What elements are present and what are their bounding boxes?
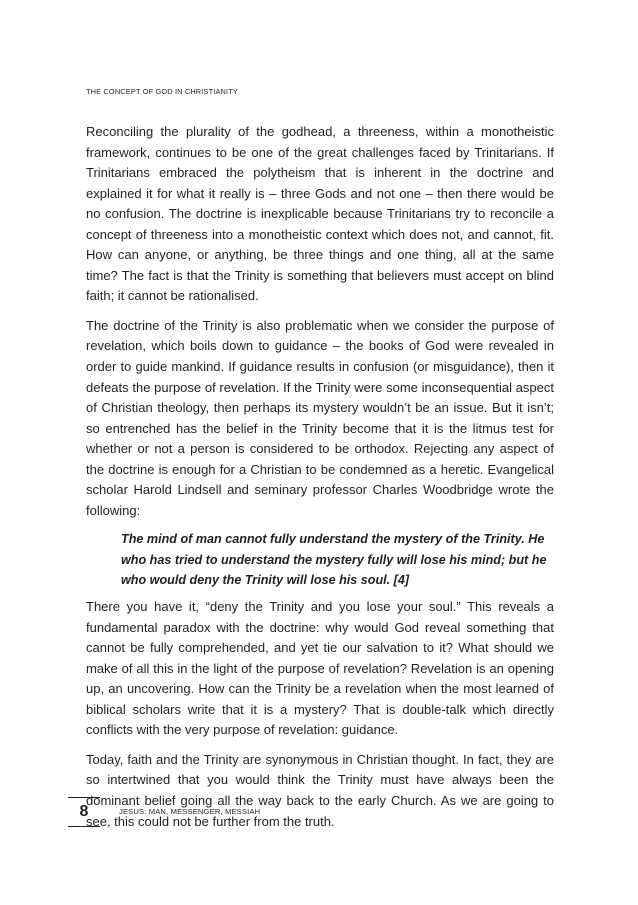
page-number: 8: [68, 797, 100, 827]
paragraph-1: Reconciling the plurality of the godhead, a threeness, within a monotheistic framework, continues to be one of the great challenges faced by Trinitarians. If Trinitarians embraced the polytheism that is inherent in the doctrine and explained it for what it really is – three Gods and not one – then there would be no confusion. The doctrine is inexplicable because Trinitarians try to reconcile a concept of threeness into a monotheistic context which does not, and cannot, fit. How can anyone, or anything, be three things and one thing, all at the same time? The fact is that the Trinity is something that believers must accept on blind faith; it cannot be rationalised.: [86, 124, 554, 304]
running-footer: JESUS: MAN, MESSENGER, MESSIAH: [119, 807, 261, 816]
running-header: THE CONCEPT OF GOD IN CHRISTIANITY: [86, 87, 238, 96]
paragraph-2: The doctrine of the Trinity is also problematic when we consider the purpose of revelation, which boils down to guidance – the books of God were revealed in order to guide mankind. If guidance results in confusion (or misguidance), then it defeats the purpose of revelation. If the Trinity were some inconsequential aspect of Christian theology, then perhaps its mystery wouldn’t be an issue. But it isn’t; so entrenched has the belief in the Trinity become that it is the litmus test for whether or not a person is considered to be orthodox. Rejecting any aspect of the doctrine is enough for a Christian to be condemned as a heretic. Evangelical scholar Harold Lindsell and seminary professor Charles Woodbridge wrote the following:: [86, 317, 554, 518]
paragraph-4: Today, faith and the Trinity are synonymous in Christian thought. In fact, they are so intertwined that you would think the Trinity must have always been the dominant belief going all the way back to the early Church. As we are going to see, this could not be further from the truth.: [86, 751, 554, 829]
paragraph-3: There you have it, “deny the Trinity and you lose your soul.” This reveals a fundamental paradox with the doctrine: why would God reveal something that cannot be fully comprehended, and yet tie our salvation to it? What should we make of all this in the light of the purpose of revelation? Revelation is an opening up, an uncovering. How can the Trinity be a revelation when the most learned of biblical scholars write that it is a mystery? That is double-talk which directly conflicts with the very purpose of revelation: guidance.: [86, 599, 554, 738]
block-quote: The mind of man cannot fully understand the mystery of the Trinity. He who has tried to understand the mystery fully will lose his mind; but he who would deny the Trinity will lose his soul. [4]: [121, 532, 547, 588]
body-text: [86, 122, 554, 832]
